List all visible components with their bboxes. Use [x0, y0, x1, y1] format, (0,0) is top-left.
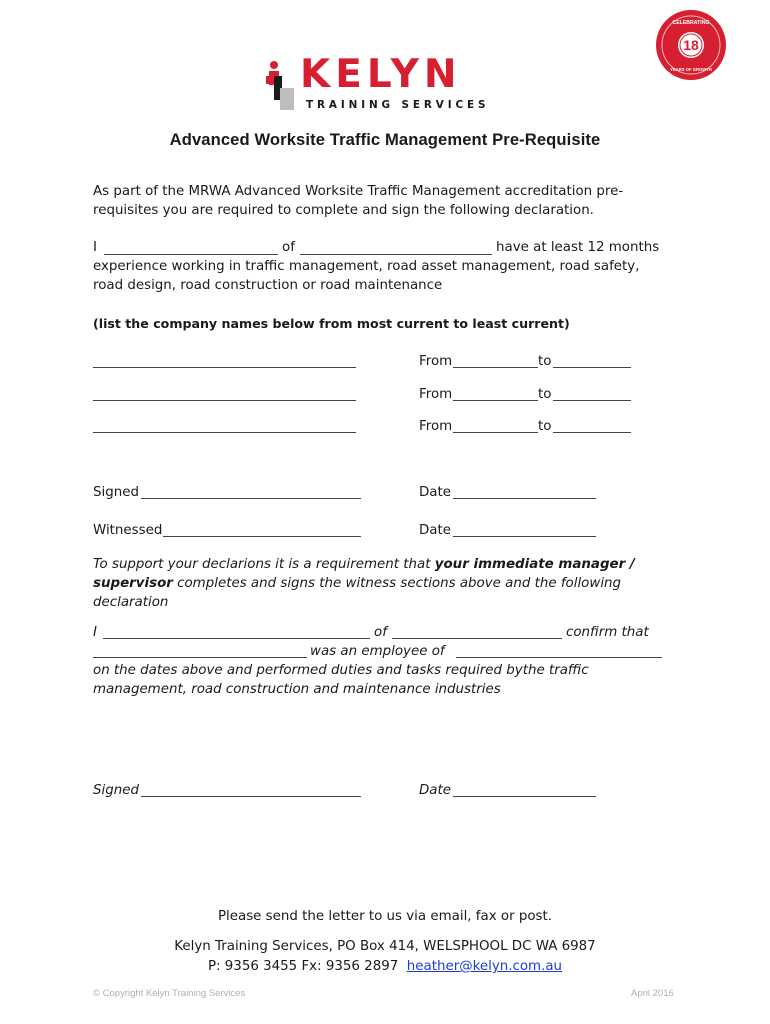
manager-signed-field[interactable] — [141, 796, 361, 797]
support-emphasis-manager: your immediate manager / — [434, 557, 635, 572]
date-label: Date — [419, 485, 452, 500]
employer-field[interactable] — [456, 657, 662, 658]
to-date-field[interactable] — [553, 432, 631, 433]
seal-number: 18 — [683, 37, 699, 53]
signed-field[interactable] — [141, 498, 361, 499]
company-name-field[interactable] — [93, 367, 356, 368]
email-link[interactable]: heather@kelyn.com.au — [406, 959, 563, 974]
logo-tagline: TRAINING SERVICES — [306, 99, 490, 111]
company-instruction: (list the company names below from most current to least current) — [93, 316, 570, 331]
anniversary-seal — [654, 8, 728, 82]
manager-company-field[interactable] — [392, 638, 562, 639]
manager-i-label: I — [93, 625, 97, 640]
manager-employee-text: was an employee of — [310, 644, 445, 659]
witness-date-field[interactable] — [453, 536, 596, 537]
from-label: From — [419, 419, 453, 434]
declaration-line-2: experience working in traffic management, road asset management, road safety, — [93, 259, 640, 274]
manager-of-label: of — [374, 625, 387, 640]
witnessed-field[interactable] — [163, 536, 361, 537]
company-name-field[interactable] — [93, 400, 356, 401]
support-line-2-text: completes and signs the witness sections above and the following — [172, 576, 622, 591]
to-date-field[interactable] — [553, 367, 631, 368]
declaration-i-label: I — [93, 240, 97, 255]
witness-date-label: Date — [419, 523, 452, 538]
manager-date-label: Date — [419, 783, 452, 798]
declaration-of-label: of — [282, 240, 295, 255]
to-label: to — [538, 354, 552, 369]
from-label: From — [419, 354, 453, 369]
manager-signed-label: Signed — [93, 783, 139, 798]
from-date-field[interactable] — [453, 400, 538, 401]
declaration-have-text: have at least 12 months — [496, 240, 660, 255]
support-line-1 — [93, 555, 635, 574]
intro-line-1: As part of the MRWA Advanced Worksite Traffic Management accreditation pre- — [93, 184, 624, 199]
to-label: to — [538, 419, 552, 434]
declaration-line-3: road design, road construction or road maintenance — [93, 278, 443, 293]
support-line-3: declaration — [93, 595, 169, 610]
signed-label: Signed — [93, 485, 139, 500]
date-field[interactable] — [453, 498, 596, 499]
seal-arc-top: CELEBRATING — [672, 20, 710, 26]
contact-line — [0, 957, 770, 976]
from-date-field[interactable] — [453, 367, 538, 368]
postal-address: Kelyn Training Services, PO Box 414, WELSPHOOL DC WA 6987 — [174, 939, 596, 954]
intro-line-2: requisites you are required to complete and sign the following declaration. — [93, 203, 594, 218]
logo-wordmark: KELYN — [300, 52, 462, 97]
kelyn-logo — [266, 52, 506, 116]
copyright-notice: © Copyright Kelyn Training Services — [93, 988, 246, 999]
page-title: Advanced Worksite Traffic Management Pre-Requisite — [169, 130, 601, 149]
support-emphasis-supervisor: supervisor — [93, 576, 173, 591]
manager-confirm-text: confirm that — [566, 625, 649, 640]
witnessed-label: Witnessed — [93, 523, 163, 538]
support-line-2 — [93, 574, 621, 593]
to-label: to — [538, 387, 552, 402]
manager-line-3: on the dates above and performed duties and tasks required bythe traffic — [93, 663, 589, 678]
company-name-field[interactable] — [93, 432, 356, 433]
manager-name-field[interactable] — [103, 638, 370, 639]
employee-name-field[interactable] — [93, 657, 307, 658]
declaration-name-field[interactable] — [104, 254, 278, 255]
logo-figure-icon — [266, 60, 296, 112]
send-instructions: Please send the letter to us via email, fax or post. — [217, 909, 553, 924]
seal-arc-bottom: YEARS OF GROWTH — [670, 67, 712, 72]
support-line-1-text: To support your declarions it is a requirement that — [93, 557, 435, 572]
revision-date: April 2016 — [631, 988, 674, 999]
manager-line-4: management, road construction and maintenance industries — [93, 682, 501, 697]
from-date-field[interactable] — [453, 432, 538, 433]
to-date-field[interactable] — [553, 400, 631, 401]
manager-date-field[interactable] — [453, 796, 596, 797]
declaration-company-field[interactable] — [300, 254, 492, 255]
from-label: From — [419, 387, 453, 402]
phone-fax: P: 9356 3455 Fx: 9356 2897 — [207, 959, 399, 974]
